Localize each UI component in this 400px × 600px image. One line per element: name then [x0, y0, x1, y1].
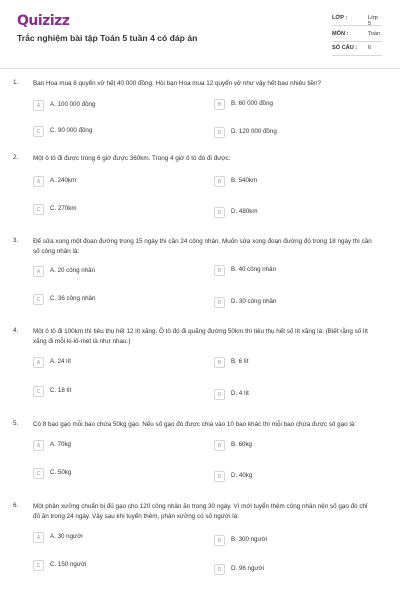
- option-label: C. 18 lít: [50, 387, 72, 394]
- option-checkbox[interactable]: D: [214, 207, 225, 218]
- option-checkbox[interactable]: C: [33, 560, 44, 571]
- meta-subject-value: Toán: [368, 31, 381, 37]
- option-checkbox[interactable]: D: [214, 297, 225, 308]
- option-checkbox[interactable]: B: [214, 535, 225, 546]
- question-number: 5.: [13, 420, 19, 427]
- option-label: C. 150 người: [50, 561, 87, 568]
- question-number: 3.: [13, 237, 19, 244]
- option-checkbox[interactable]: B: [214, 265, 225, 276]
- option-label: D. 480km: [231, 208, 258, 215]
- option-checkbox[interactable]: D: [214, 389, 225, 400]
- option-checkbox[interactable]: A: [33, 266, 44, 277]
- option-checkbox[interactable]: D: [214, 471, 225, 482]
- option-label: B. 60 000 đồng: [231, 100, 273, 107]
- option-checkbox[interactable]: B: [214, 176, 225, 187]
- worksheet-header: [0, 0, 400, 68]
- option-label: B. 300 người: [231, 536, 268, 543]
- option-label: A. 24 lít: [50, 358, 71, 365]
- option-checkbox[interactable]: D: [214, 127, 225, 138]
- question-text: Một phân xưởng chuẩn bị đủ gạo cho 120 công nhân ăn trong 30 ngày. Vì mới tuyển thêm công nhân nên số gạo đó chỉ đủ ăn trong 24 ngày. Vậy sau khi tuyển thêm, phân xưởng có số người là:: [33, 503, 368, 520]
- option-label: D. 30 công nhân: [231, 298, 277, 305]
- meta-subject-row: [332, 28, 382, 42]
- option-checkbox[interactable]: B: [214, 440, 225, 451]
- option-label: D. 96 người: [231, 565, 264, 572]
- meta-class-label: LỚP :: [332, 15, 348, 21]
- option-label: C. 90 000 đồng: [50, 127, 93, 134]
- option-label: A. 100 000 đồng: [50, 101, 96, 108]
- question-number: 4.: [13, 327, 19, 334]
- meta-question-count-row: [332, 42, 382, 56]
- question-number: 1.: [13, 79, 19, 86]
- option-checkbox[interactable]: C: [33, 294, 44, 305]
- option-label: A. 240km: [50, 177, 77, 184]
- option-label: A. 70kg: [50, 441, 71, 448]
- option-checkbox[interactable]: A: [33, 100, 44, 111]
- worksheet-title: Trắc nghiệm bài tập Toán 5 tuần 4 có đáp án: [17, 33, 198, 43]
- question-text: Một ô tô đi 100km thì tiêu thụ hết 12 lít xăng. Ô tô đó đi quãng đường 50km thì tiêu thụ hết số lít xăng là: (Biết rằng số lít xăng đi mỗi ki-lô-mét là như nhau.): [33, 328, 368, 345]
- option-checkbox[interactable]: C: [33, 386, 44, 397]
- question-number: 6.: [13, 502, 19, 509]
- option-checkbox[interactable]: B: [214, 357, 225, 368]
- option-label: C. 50kg: [50, 469, 72, 476]
- meta-class-row: [332, 12, 382, 26]
- question-number: 2.: [13, 154, 19, 161]
- meta-question-count-value: 6: [368, 45, 372, 51]
- option-label: C. 36 công nhân: [50, 295, 96, 302]
- option-label: B. 6 lít: [231, 358, 249, 365]
- option-checkbox[interactable]: B: [214, 99, 225, 110]
- meta-subject-label: MÔN :: [332, 31, 349, 37]
- option-checkbox[interactable]: D: [214, 564, 225, 575]
- option-checkbox[interactable]: C: [33, 204, 44, 215]
- option-label: D. 4 lít: [231, 390, 249, 397]
- question-text: Bạn Hoa mua 8 quyển vở hết 40 000 đồng. Hỏi bạn Hoa mua 12 quyển vở như vậy hết bao nhiêu tiền?: [33, 80, 321, 87]
- quizizz-logo: Quizizz: [17, 13, 70, 29]
- option-checkbox[interactable]: A: [33, 440, 44, 451]
- option-checkbox[interactable]: A: [33, 357, 44, 368]
- option-label: C. 270km: [50, 205, 77, 212]
- question-text: Một ô tô đi được trong 6 giờ được 360km. Trong 4 giờ ô tô đó đi được:: [33, 155, 231, 162]
- option-label: B. 40 công nhân: [231, 266, 277, 273]
- header-divider: [0, 68, 400, 69]
- meta-question-count-label: SỐ CÂU :: [332, 45, 358, 51]
- option-checkbox[interactable]: A: [33, 532, 44, 543]
- option-label: D. 120 000 đồng: [231, 128, 277, 135]
- option-label: A. 20 công nhân: [50, 267, 96, 274]
- option-label: B. 540km: [231, 177, 258, 184]
- option-checkbox[interactable]: A: [33, 176, 44, 187]
- option-label: B. 60kg: [231, 441, 252, 448]
- option-checkbox[interactable]: C: [33, 468, 44, 479]
- option-label: D. 40kg: [231, 472, 253, 479]
- question-text: Có 8 bao gạo mỗi bao chứa 50kg gạo. Nếu số gạo đó được chia vào 10 bao khác thì mỗi bao chứa được số gạo là:: [33, 421, 357, 428]
- meta-class-value: Lớp 5: [368, 15, 378, 27]
- option-label: A. 30 người: [50, 533, 83, 540]
- question-text: Để sửa xong một đoạn đường trong 15 ngày thì cần 24 công nhân. Muốn sửa xong đoạn đường đó trong 18 ngày thì cần số công nhân là:: [33, 238, 372, 255]
- option-checkbox[interactable]: C: [33, 126, 44, 137]
